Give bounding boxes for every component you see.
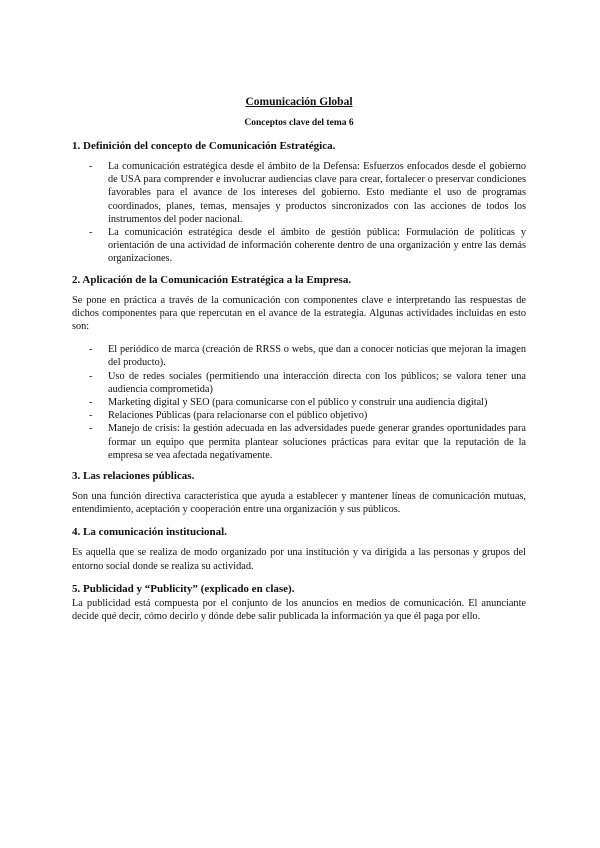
list-item: - Relaciones Públicas (para relacionarse con el público objetivo) <box>89 410 368 422</box>
document-title: Comunicación Global <box>245 96 353 108</box>
section-2-intro: Se pone en práctica a través de la comunicación con componentes clave e interpretando las respuestas de dichos componentes para que repercutan en el avance de la estrategia. Algunas actividades incluidas en esto son: <box>72 294 526 333</box>
section-heading-1: 1. Definición del concepto de Comunicación Estratégica. <box>72 140 336 152</box>
list-item: - El periódico de marca (creación de RRSS o webs, que dan a conocer noticias que mejoran la imagen del producto). <box>89 344 526 369</box>
document-subtitle: Conceptos clave del tema 6 <box>244 118 354 128</box>
list-item: - Uso de redes sociales (permitiendo una interacción directa con los públicos; se valora tener una audiencia comprometida) <box>89 370 526 395</box>
list-item: - La comunicación estratégica desde el ámbito de la Defensa: Esfuerzos enfocados desde el gobierno de USA para comprender e involucrar audiencias clave para crear, fortalecer o preservar condiciones favorables para el avance de los intereses del gobierno. Esto mediante el uso de programas coordinados, planes, temas, mensajes y productos sincronizados con las acciones de todos los instrumentos del poder nacional. <box>89 161 526 225</box>
list-item: - Manejo de crisis: la gestión adecuada en las adversidades puede generar grandes oportunidades para formar un equipo que permita plantear soluciones prácticas para evitar que la reputación de la empresa se vea afectada negativamente. <box>89 423 526 461</box>
section-4-body: Es aquella que se realiza de modo organizado por una institución y va dirigida a las personas y grupos del entorno social donde se realiza su actividad. <box>72 547 526 572</box>
list-item: - Marketing digital y SEO (para comunicarse con el público y construir una audiencia digital) <box>89 397 488 409</box>
section-3-body: Son una función directiva característica que ayuda a establecer y mantener líneas de comunicación mutuas, entendimiento, aceptación y cooperación entre una organización y sus públicos. <box>72 491 526 516</box>
section-heading-2: 2. Aplicación de la Comunicación Estratégica a la Empresa. <box>72 273 352 286</box>
section-heading-5: 5. Publicidad y “Publicity” (explicado en clase). <box>72 582 295 595</box>
list-item: - La comunicación estratégica desde el ámbito de gestión pública: Formulación de políticas y orientación de una actividad de información coherente dentro de una organización y entre las demás organizaciones. <box>89 227 526 265</box>
section-1-list <box>72 160 526 266</box>
section-heading-3: 3. Las relaciones públicas. <box>72 470 195 483</box>
section-5-body: La publicidad está compuesta por el conjunto de los anuncios en medios de comunicación. El anunciante decide qué decir, cómo decirlo y dónde debe salir publicada la información ya que él paga por ello. <box>72 597 526 623</box>
section-2-list <box>72 343 526 462</box>
document-page <box>72 96 526 633</box>
section-heading-4: 4. La comunicación institucional. <box>72 526 227 539</box>
